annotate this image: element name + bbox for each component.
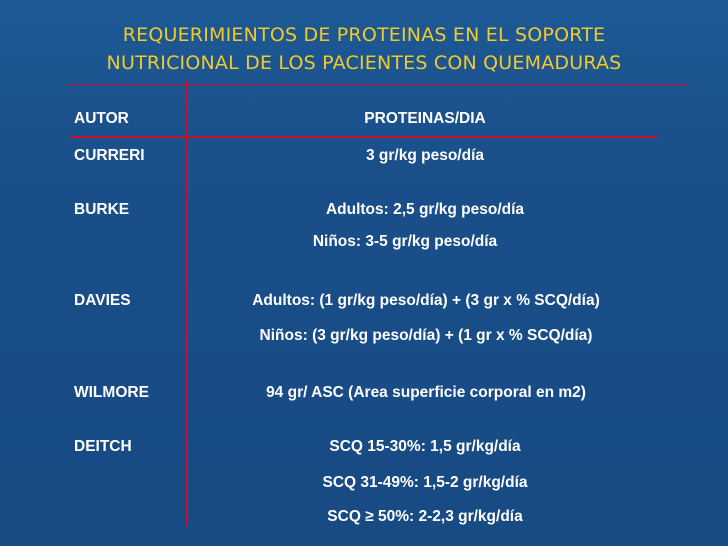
header-author: AUTOR [74,110,129,127]
row-author-curreri: CURRERI [74,147,145,164]
row-author-burke: BURKE [74,201,130,218]
row-author-davies: DAVIES [74,292,131,309]
row-value-burke-1: Adultos: 2,5 gr/kg peso/día [325,201,525,218]
title-line-2: NUTRICIONAL DE LOS PACIENTES CON QUEMADURAS [106,51,622,74]
row-value-burke-2: Niños: 3-5 gr/kg peso/día [312,233,498,250]
header-protein: PROTEINAS/DIA [364,110,486,127]
page-title [0,21,728,77]
row-author-deitch: DEITCH [74,438,132,455]
row-author-wilmore: WILMORE [74,384,149,401]
title-line-1: REQUERIMIENTOS DE PROTEINAS EN EL SOPORTE [122,23,606,46]
row-value-curreri-1: 3 gr/kg peso/día [365,147,484,164]
row-value-davies-2: Niños: (3 gr/kg peso/día) + (1 gr x % SCQ/día) [259,327,593,344]
row-value-deitch-2: SCQ 31-49%: 1,5-2 gr/kg/día [322,474,528,491]
column-divider [186,80,188,526]
title-divider [68,85,688,86]
row-value-deitch-1: SCQ 15-30%: 1,5 gr/kg/día [329,438,521,455]
row-value-deitch-3: SCQ ≥ 50%: 2-2,3 gr/kg/día [327,508,523,525]
header-divider [70,136,658,138]
row-value-davies-1: Adultos: (1 gr/kg peso/día) + (3 gr x % SCQ/día) [252,292,600,309]
row-value-wilmore-1: 94 gr/ ASC (Area superficie corporal en m2) [266,384,586,401]
